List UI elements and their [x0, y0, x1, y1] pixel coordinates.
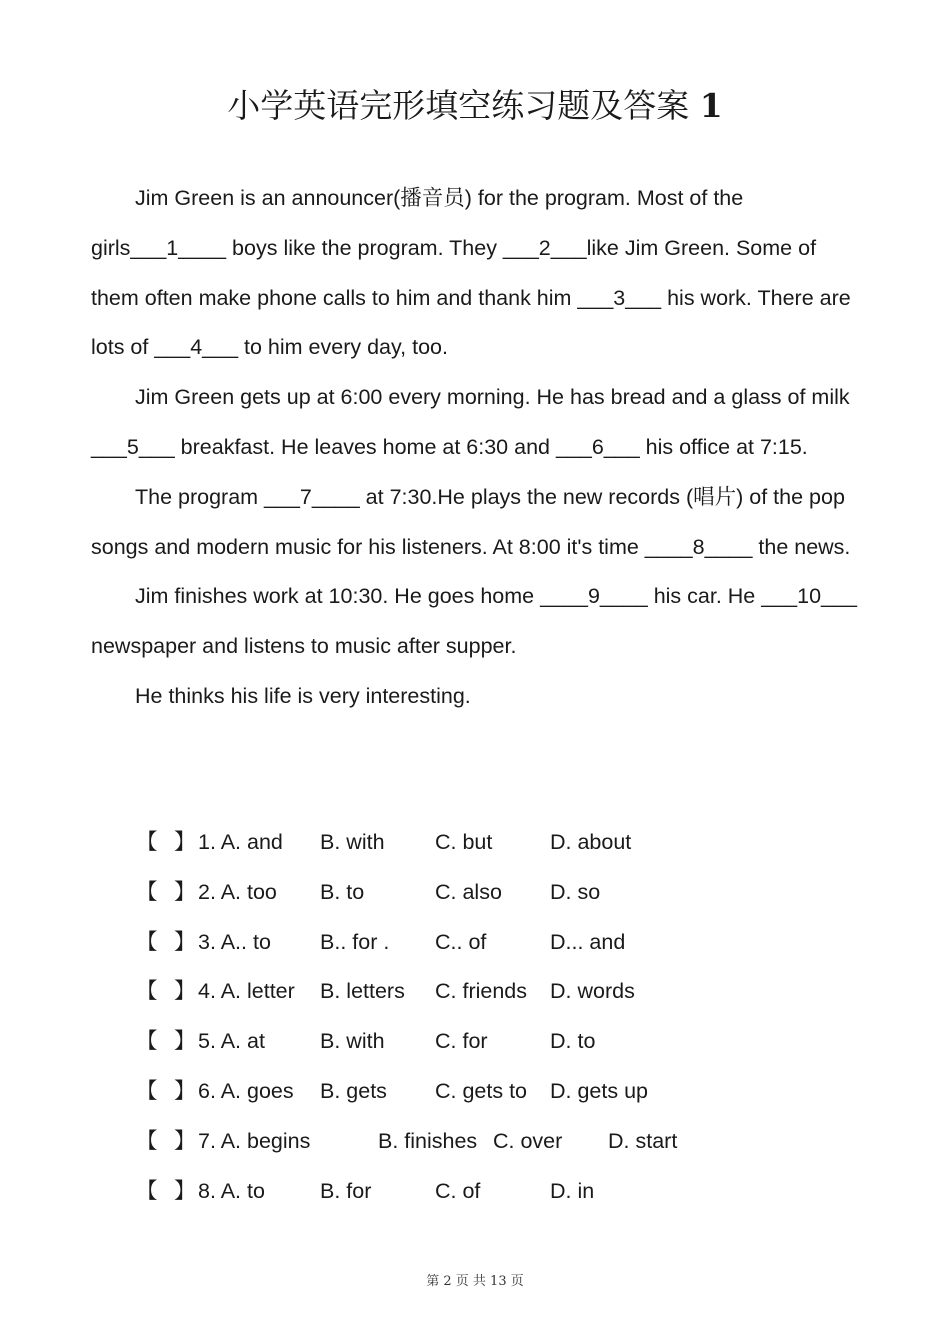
option-a: 6. A. goes — [198, 1078, 294, 1103]
option-d: D. so — [550, 879, 601, 904]
option-b: B. finishes — [378, 1128, 478, 1153]
option-c: C. friends — [435, 979, 528, 1004]
passage-paragraph: Jim finishes work at 10:30. He goes home ____9____ his car. He ___10___ newspaper and listens to music after supper. — [91, 584, 857, 659]
option-a: 8. A. to — [198, 1178, 265, 1203]
option-c: C. also — [435, 879, 502, 904]
answer-bracket-close: 】 — [174, 1128, 196, 1153]
option-d: D. about — [550, 830, 632, 854]
option-c: C. for — [435, 1029, 488, 1054]
answer-bracket-open: 【 — [136, 1078, 158, 1103]
option-c: C. gets to — [435, 1078, 528, 1103]
option-d: D. to — [550, 1029, 596, 1054]
passage-paragraph: He thinks his life is very interesting. — [135, 683, 471, 708]
option-a: 7. A. begins — [198, 1128, 311, 1153]
answer-bracket-close: 】 — [174, 830, 196, 854]
passage-paragraph: The program ___7____ at 7:30.He plays the new records (唱片) of the pop songs and modern music for his listeners. At 8:00 it's time ____8____ the news. — [91, 484, 851, 559]
answer-bracket-close: 】 — [174, 1178, 196, 1203]
answer-bracket-open: 【 — [136, 879, 158, 904]
option-c: C. of — [435, 1178, 481, 1203]
question-row — [136, 818, 836, 868]
passage — [91, 174, 866, 722]
option-b: B. letters — [320, 979, 405, 1004]
answer-bracket-open: 【 — [136, 929, 158, 954]
answer-bracket-close: 】 — [174, 879, 196, 904]
question-row — [136, 1017, 836, 1067]
option-c: C. but — [435, 830, 493, 854]
page-number-footer: 第 2 页 共 13 页 — [426, 1274, 524, 1289]
option-b: B.. for . — [320, 929, 390, 954]
option-d: D... and — [550, 929, 626, 954]
option-d: D. gets up — [550, 1078, 648, 1103]
option-b: B. with — [320, 1029, 385, 1054]
answer-bracket-close: 】 — [174, 1078, 196, 1103]
option-a: 5. A. at — [198, 1029, 265, 1054]
passage-paragraph: Jim Green gets up at 6:00 every morning. He has bread and a glass of milk ___5___ breakfast. He leaves home at 6:30 and ___6___ his office at 7:15. — [91, 385, 850, 459]
answer-bracket-close: 】 — [174, 979, 196, 1004]
option-a: 3. A.. to — [198, 929, 271, 954]
question-row — [136, 868, 836, 918]
option-a: 2. A. too — [198, 879, 277, 904]
answer-bracket-close: 】 — [174, 929, 196, 954]
question-row — [136, 1117, 836, 1167]
option-b: B. to — [320, 879, 365, 904]
question-row — [136, 967, 836, 1017]
answer-bracket-open: 【 — [136, 979, 158, 1004]
title-number: 1 — [699, 86, 723, 125]
option-b: B. for — [320, 1178, 372, 1203]
question-row — [136, 918, 836, 968]
option-d: D. in — [550, 1178, 595, 1203]
question-row — [136, 1067, 836, 1117]
question-row — [136, 1167, 836, 1217]
passage-paragraph: Jim Green is an announcer(播音员) for the program. Most of the girls___1____ boys like the program. They ___2___like Jim Green. Some of them often make phone calls to him and thank him ___3___ his work. There are lots of ___4___ to him every day, too. — [91, 186, 851, 360]
option-b: B. gets — [320, 1078, 387, 1103]
answer-bracket-open: 【 — [136, 1178, 158, 1203]
page-title — [0, 82, 950, 130]
option-c: C. over — [493, 1128, 563, 1153]
answer-bracket-open: 【 — [136, 1128, 158, 1153]
answer-bracket-close: 】 — [174, 1029, 196, 1054]
option-c: C.. of — [435, 929, 487, 954]
question-list — [136, 818, 836, 1216]
option-d: D. words — [550, 979, 635, 1004]
option-a: 1. A. and — [198, 830, 283, 854]
option-d: D. start — [608, 1128, 678, 1153]
title-text: 小学英语完形填空练习题及答案 — [227, 86, 690, 125]
answer-bracket-open: 【 — [136, 830, 158, 854]
answer-bracket-open: 【 — [136, 1029, 158, 1054]
option-b: B. with — [320, 830, 385, 854]
option-a: 4. A. letter — [198, 979, 295, 1004]
